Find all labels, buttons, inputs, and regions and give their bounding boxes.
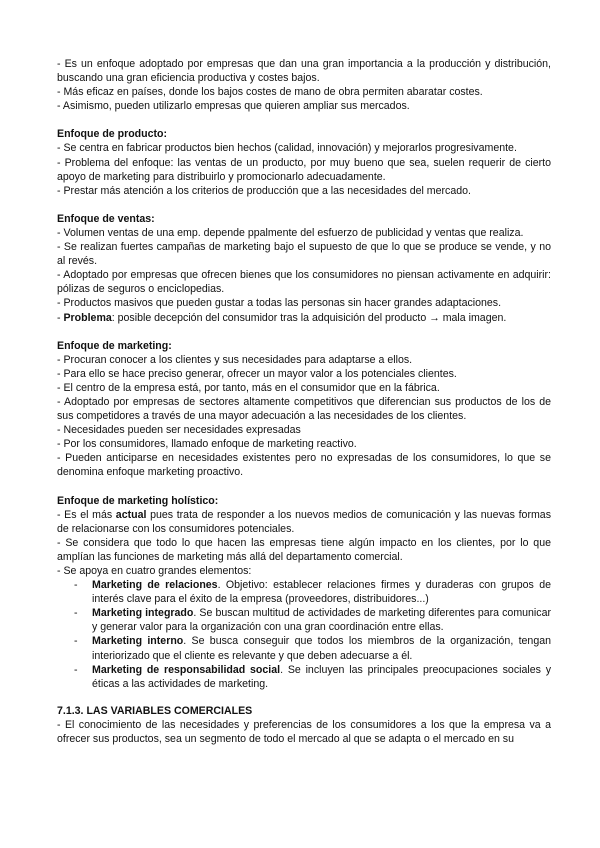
section-heading-marketing: Enfoque de marketing:	[57, 339, 172, 352]
actual-text: pues trata de responder a los nuevos medios de comunicación y las nuevas formas de relacionarse con los consumidores potenciales.	[57, 508, 551, 535]
elemento-text: . Se incluyen las principales preocupaciones sociales y éticas a las actividades de marketing.	[92, 663, 551, 690]
elemento-title: Marketing interno	[92, 635, 184, 648]
intro-paragraph: - Asimismo, pueden utilizarlo empresas que quieren ampliar sus mercados.	[57, 100, 410, 113]
marketing-item: - Necesidades pueden ser necesidades expresadas	[57, 424, 301, 437]
elemento-text: . Se busca conseguir que todos los miembros de la organización, tengan interiorizado que el cliente es relevante y que deben adecuarse a él.	[92, 635, 551, 662]
ventas-item: - Productos masivos que pueden gustar a todas las personas sin hacer grandes adaptaciones.	[57, 297, 502, 310]
document-body	[57, 57, 551, 746]
intro-paragraph: - Es un enfoque adoptado por empresas que dan una gran importancia a la producción y distribución, buscando una gran eficiencia productiva y costes bajos.	[57, 58, 551, 85]
section-heading-variables: 7.1.3. LAS VARIABLES COMERCIALES	[57, 704, 253, 717]
elemento-text: . Se buscan multitud de actividades de marketing diferentes para comunicar y generar valor para la organización con una gran coordinación entre ellas.	[92, 607, 552, 634]
actual-label: actual	[115, 508, 147, 521]
elemento-text: . Objetivo: establecer relaciones firmes y duraderas con grupos de interés clave para el éxito de la empresa (proveedores, distribuidores...)	[92, 579, 551, 606]
section-heading-holistico: Enfoque de marketing holístico:	[57, 494, 219, 507]
problema-label: Problema	[63, 311, 112, 324]
marketing-item: - Para ello se hace preciso generar, ofrecer un mayor valor a los potenciales clientes.	[57, 367, 457, 380]
holistico-actual	[57, 508, 551, 536]
list-item	[74, 634, 551, 662]
elemento-title: Marketing integrado	[92, 607, 194, 620]
marketing-item: - Pueden anticiparse en necesidades existentes pero no expresadas de los consumidores, lo que se denomina enfoque marketing proactivo.	[57, 452, 551, 479]
marketing-item: - El centro de la empresa está, por tanto, más en el consumidor que en la fábrica.	[57, 381, 440, 394]
elementos-list	[57, 578, 551, 691]
marketing-item: - Por los consumidores, llamado enfoque de marketing reactivo.	[57, 438, 357, 451]
problema-text: : posible decepción del consumidor tras la adquisición del producto → mala imagen.	[111, 311, 507, 324]
list-item	[74, 606, 551, 634]
elemento-title: Marketing de responsabilidad social	[92, 663, 281, 676]
ventas-problema	[57, 311, 551, 325]
section-heading-ventas: Enfoque de ventas:	[57, 212, 155, 225]
variables-item: - El conocimiento de las necesidades y preferencias de los consumidores a los que la empresa va a ofrecer sus productos, sea un segmento de todo el mercado al que se adapta o el mercado en su	[57, 718, 551, 746]
holistico-item: - Se apoya en cuatro grandes elementos:	[57, 565, 252, 577]
problema-prefix: -	[57, 311, 64, 324]
list-item	[74, 578, 551, 606]
section-heading-producto: Enfoque de producto:	[57, 128, 168, 141]
ventas-item: - Adoptado por empresas que ofrecen bienes que los consumidores no piensan activamente en adquirir: pólizas de seguros o enciclopedias.	[57, 269, 551, 296]
marketing-item: - Adoptado por empresas de sectores altamente competitivos que diferencian sus productos de los de sus competidores a través de una mayor adecuación a las necesidades de los clientes.	[57, 395, 551, 423]
ventas-item: - Volumen ventas de una emp. depende ppalmente del esfuerzo de publicidad y ventas que realiza.	[57, 226, 524, 239]
producto-item: - Problema del enfoque: las ventas de un producto, por muy bueno que sea, suelen requerir de cierto apoyo de marketing para distribuirlo y promocionarlo adecuadamente.	[57, 156, 551, 183]
producto-item: - Se centra en fabricar productos bien hechos (calidad, innovación) y mejorarlos progresivamente.	[57, 142, 517, 155]
list-item	[74, 663, 551, 691]
elemento-title: Marketing de relaciones	[92, 579, 218, 592]
producto-item: - Prestar más atención a los criterios de producción que a las necesidades del mercado.	[57, 184, 471, 197]
actual-prefix: - Es el más	[57, 508, 116, 521]
ventas-item: - Se realizan fuertes campañas de marketing bajo el supuesto de que lo que se produce se vende, y no al revés.	[57, 241, 551, 268]
marketing-item: - Procuran conocer a los clientes y sus necesidades para adaptarse a ellos.	[57, 353, 413, 366]
intro-paragraph: - Más eficaz en países, donde los bajos costes de mano de obra permiten abaratar costes.	[57, 86, 483, 99]
holistico-item: - Se considera que todo lo que hacen las empresas tiene algún impacto en los clientes, por lo que amplían las funciones de marketing más allá del departamento comercial.	[57, 536, 551, 563]
